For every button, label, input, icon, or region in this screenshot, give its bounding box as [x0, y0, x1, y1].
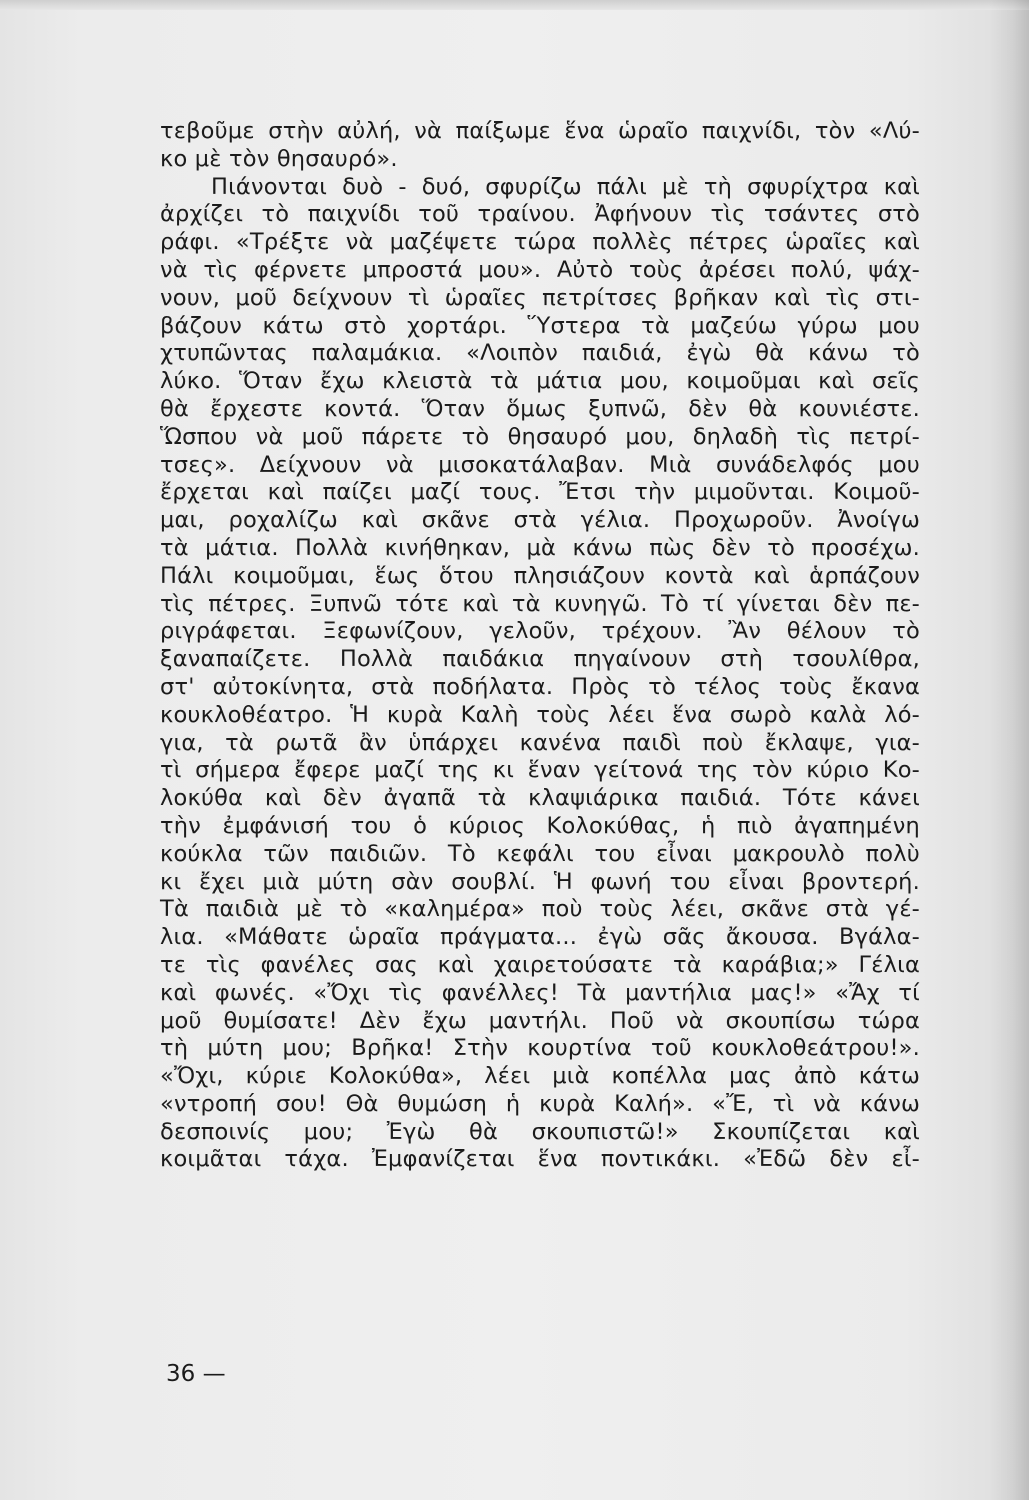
text-line: τὴν ἐμφάνισή του ὁ κύριος Κολοκύθας, ἡ πιὸ ἀγαπημένη — [160, 812, 920, 839]
text-line: νουν, μοῦ δείχνουν τὶ ὡραῖες πετρίτσες βρῆκαν καὶ τὶς στι- — [160, 284, 920, 311]
text-line: τὶς πέτρες. Ξυπνῶ τότε καὶ τὰ κυνηγῶ. Τὸ τί γίνεται δὲν πε- — [160, 590, 920, 617]
text-line: κούκλα τῶν παιδιῶν. Τὸ κεφάλι του εἶναι μακρουλὸ πολὺ — [160, 840, 920, 867]
text-line: λια. «Μάθατε ὡραῖα πράγματα... ἐγὼ σᾶς ἄκουσα. Βγάλα- — [160, 924, 920, 951]
text-line: ἔρχεται καὶ παίζει μαζί τους. Ἔτσι τὴν μιμοῦνται. Κοιμοῦ- — [160, 479, 920, 506]
text-line: Τὰ παιδιὰ μὲ τὸ «καλημέρα» ποὺ τοὺς λέει, σκᾶνε στὰ γέ- — [160, 896, 920, 923]
text-line: βάζουν κάτω στὸ χορτάρι. Ὕστερα τὰ μαζεύω γύρω μου — [160, 312, 920, 339]
text-line: «ντροπή σου! Θὰ θυμώση ἡ κυρὰ Καλή». «Ἔ, τὶ νὰ κάνω — [160, 1090, 920, 1117]
text-line: τεβοῦμε στὴν αὐλή, νὰ παίξωμε ἕνα ὡραῖο παιχνίδι, τὸν «Λύ- — [160, 118, 920, 144]
page-top-edge-shadow — [0, 0, 1029, 10]
text-line: μαι, ροχαλίζω καὶ σκᾶνε στὰ γέλια. Προχωροῦν. Ἀνοίγω — [160, 507, 920, 534]
text-line: μοῦ θυμίσατε! Δὲν ἔχω μαντήλι. Ποῦ νὰ σκουπίσω τώρα — [160, 1007, 920, 1034]
text-line: Πάλι κοιμοῦμαι, ἕως ὅτου πλησιάζουν κοντὰ καὶ ἁρπάζουν — [160, 562, 920, 589]
text-line: ράφι. «Τρέξτε νὰ μαζέψετε τώρα πολλὲς πέτρες ὡραῖες καὶ — [160, 229, 920, 256]
text-line: για, τὰ ρωτᾶ ἂν ὑπάρχει κανένα παιδὶ ποὺ ἔκλαψε, για- — [160, 729, 920, 756]
text-line: τὰ μάτια. Πολλὰ κινήθηκαν, μὰ κάνω πὼς δὲν τὸ προσέχω. — [160, 534, 920, 561]
text-line: θὰ ἔρχεστε κοντά. Ὅταν ὅμως ξυπνῶ, δὲν θὰ κουνιέστε. — [160, 395, 920, 422]
text-line: λοκύθα καὶ δὲν ἀγαπᾶ τὰ κλαψιάρικα παιδιά. Τότε κάνει — [160, 785, 920, 812]
text-line: χτυπῶντας παλαμάκια. «Λοιπὸν παιδιά, ἐγὼ θὰ κάνω τὸ — [160, 340, 920, 367]
text-line: «Ὄχι, κύριε Κολοκύθα», λέει μιὰ κοπέλλα μας ἀπὸ κάτω — [160, 1063, 920, 1090]
text-line: στ' αὐτοκίνητα, στὰ ποδήλατα. Πρὸς τὸ τέλος τοὺς ἔκανα — [160, 673, 920, 700]
text-line: τὴ μύτη μου; Βρῆκα! Στὴν κουρτίνα τοῦ κουκλοθεάτρου!». — [160, 1035, 920, 1062]
text-line: ἀρχίζει τὸ παιχνίδι τοῦ τραίνου. Ἀφήνουν τὶς τσάντες στὸ — [160, 201, 920, 228]
page-right-edge-shadow — [989, 0, 1029, 1500]
text-line: κο μὲ τὸν θησαυρό». — [160, 145, 398, 172]
text-line: τὶ σήμερα ἔφερε μαζί της κι ἕναν γείτονά της τὸν κύριο Κο- — [160, 757, 920, 784]
text-line: κουκλοθέατρο. Ἡ κυρὰ Καλὴ τοὺς λέει ἕνα σωρὸ καλὰ λό- — [160, 701, 920, 728]
text-line: τσες». Δείχνουν νὰ μισοκατάλαβαν. Μιὰ συνάδελφός μου — [160, 451, 920, 478]
text-line: κοιμᾶται τάχα. Ἐμφανίζεται ἕνα ποντικάκι. «Ἐδῶ δὲν εἶ- — [160, 1146, 920, 1173]
text-line: ξαναπαίζετε. Πολλὰ παιδάκια πηγαίνουν στὴ τσουλίθρα, — [160, 646, 920, 673]
page-number: 36 — — [166, 1361, 226, 1387]
text-line: λύκο. Ὅταν ἔχω κλειστὰ τὰ μάτια μου, κοιμοῦμαι καὶ σεῖς — [160, 368, 920, 395]
text-line: νὰ τὶς φέρνετε μπροστά μου». Αὐτὸ τοὺς ἀρέσει πολύ, ψάχ- — [160, 256, 920, 283]
text-line: κι ἔχει μιὰ μύτη σὰν σουβλί. Ἡ φωνή του εἶναι βροντερή. — [160, 868, 920, 895]
text-line: Πιάνονται δυὸ - δυό, σφυρίζω πάλι μὲ τὴ σφυρίχτρα καὶ — [211, 173, 920, 200]
text-line: τε τὶς φανέλες σας καὶ χαιρετούσατε τὰ καράβια;» Γέλια — [160, 951, 920, 978]
text-line: δεσποινίς μου; Ἐγὼ θὰ σκουπιστῶ!» Σκουπίζεται καὶ — [160, 1118, 920, 1145]
text-line: καὶ φωνές. «Ὄχι τὶς φανέλλες! Τὰ μαντήλια μας!» «Ἄχ τί — [160, 979, 920, 1006]
text-line: Ὥσπου νὰ μοῦ πάρετε τὸ θησαυρό μου, δηλαδὴ τὶς πετρί- — [160, 423, 920, 450]
text-line: ριγράφεται. Ξεφωνίζουν, γελοῦν, τρέχουν. Ἂν θέλουν τὸ — [160, 618, 920, 645]
body-text — [160, 118, 920, 1174]
